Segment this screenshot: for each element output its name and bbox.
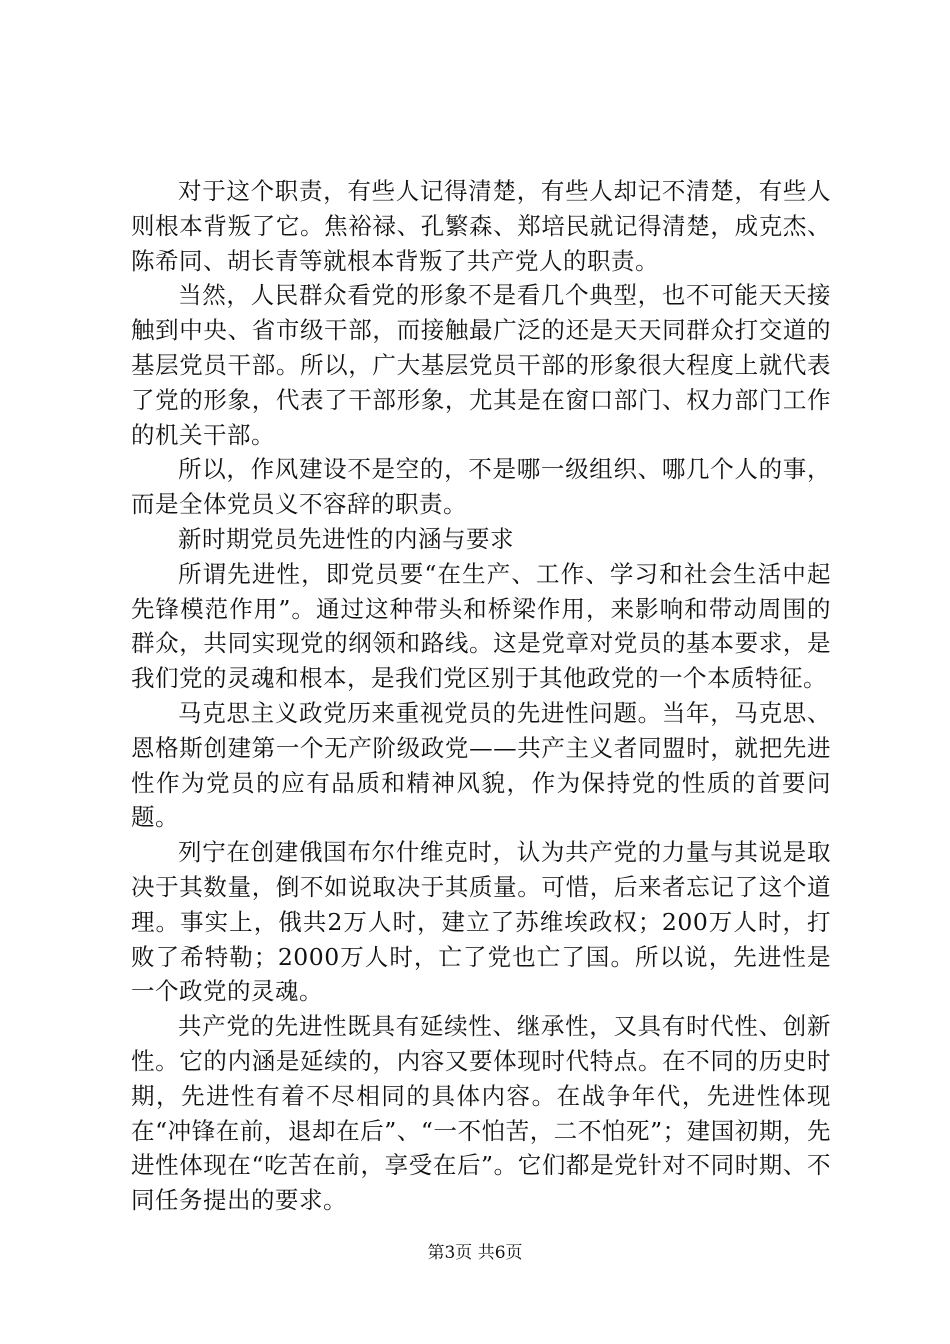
paragraph-6: 列宁在创建俄国布尔什维克时，认为共产党的力量与其说是取决于其数量，倒不如说取决于其质量。可惜，后来者忘记了这个道理。事实上，俄共2万人时，建立了苏维埃政权；200万人时，打败了希特勒；2000万人时，亡了党也亡了国。所以说，先进性是一个政党的灵魂。 [131, 838, 831, 1006]
page-number-footer: 第3页 共6页 [427, 1243, 523, 1263]
paragraph-5: 马克思主义政党历来重视党员的先进性问题。当年，马克思、恩格斯创建第一个无产阶级政党——共产主义者同盟时，就把先进性作为党员的应有品质和精神风貌，作为保持党的性质的首要问题。 [131, 698, 831, 832]
document-body [131, 174, 831, 1218]
paragraph-1: 对于这个职责，有些人记得清楚，有些人却记不清楚，有些人则根本背叛了它。焦裕禄、孔繁森、郑培民就记得清楚，成克杰、陈希同、胡长青等就根本背叛了共产党人的职责。 [131, 177, 831, 275]
paragraph-2: 当然，人民群众看党的形象不是看几个典型，也不可能天天接触到中央、省市级干部，而接触最广泛的还是天天同群众打交道的基层党员干部。所以，广大基层党员干部的形象很大程度上就代表了党的形象，代表了干部形象，尤其是在窗口部门、权力部门工作的机关干部。 [131, 281, 831, 449]
paragraph-3: 所以，作风建设不是空的，不是哪一级组织、哪几个人的事，而是全体党员义不容辞的职责。 [131, 455, 831, 519]
section-heading: 新时期党员先进性的内涵与要求 [178, 524, 514, 553]
paragraph-7: 共产党的先进性既具有延续性、继承性，又具有时代性、创新性。它的内涵是延续的，内容又要体现时代特点。在不同的历史时期，先进性有着不尽相同的具体内容。在战争年代，先进性体现在“冲锋在前，退却在后”、“一不怕苦，二不怕死”；建国初期，先进性体现在“吃苦在前，享受在后”。它们都是党针对不同时期、不同任务提出的要求。 [131, 1012, 831, 1215]
paragraph-4: 所谓先进性，即党员要“在生产、工作、学习和社会生活中起先锋模范作用”。通过这种带头和桥梁作用，来影响和带动周围的群众，共同实现党的纲领和路线。这是党章对党员的基本要求，是我们党的灵魂和根本，是我们党区别于其他政党的一个本质特征。 [131, 559, 831, 693]
